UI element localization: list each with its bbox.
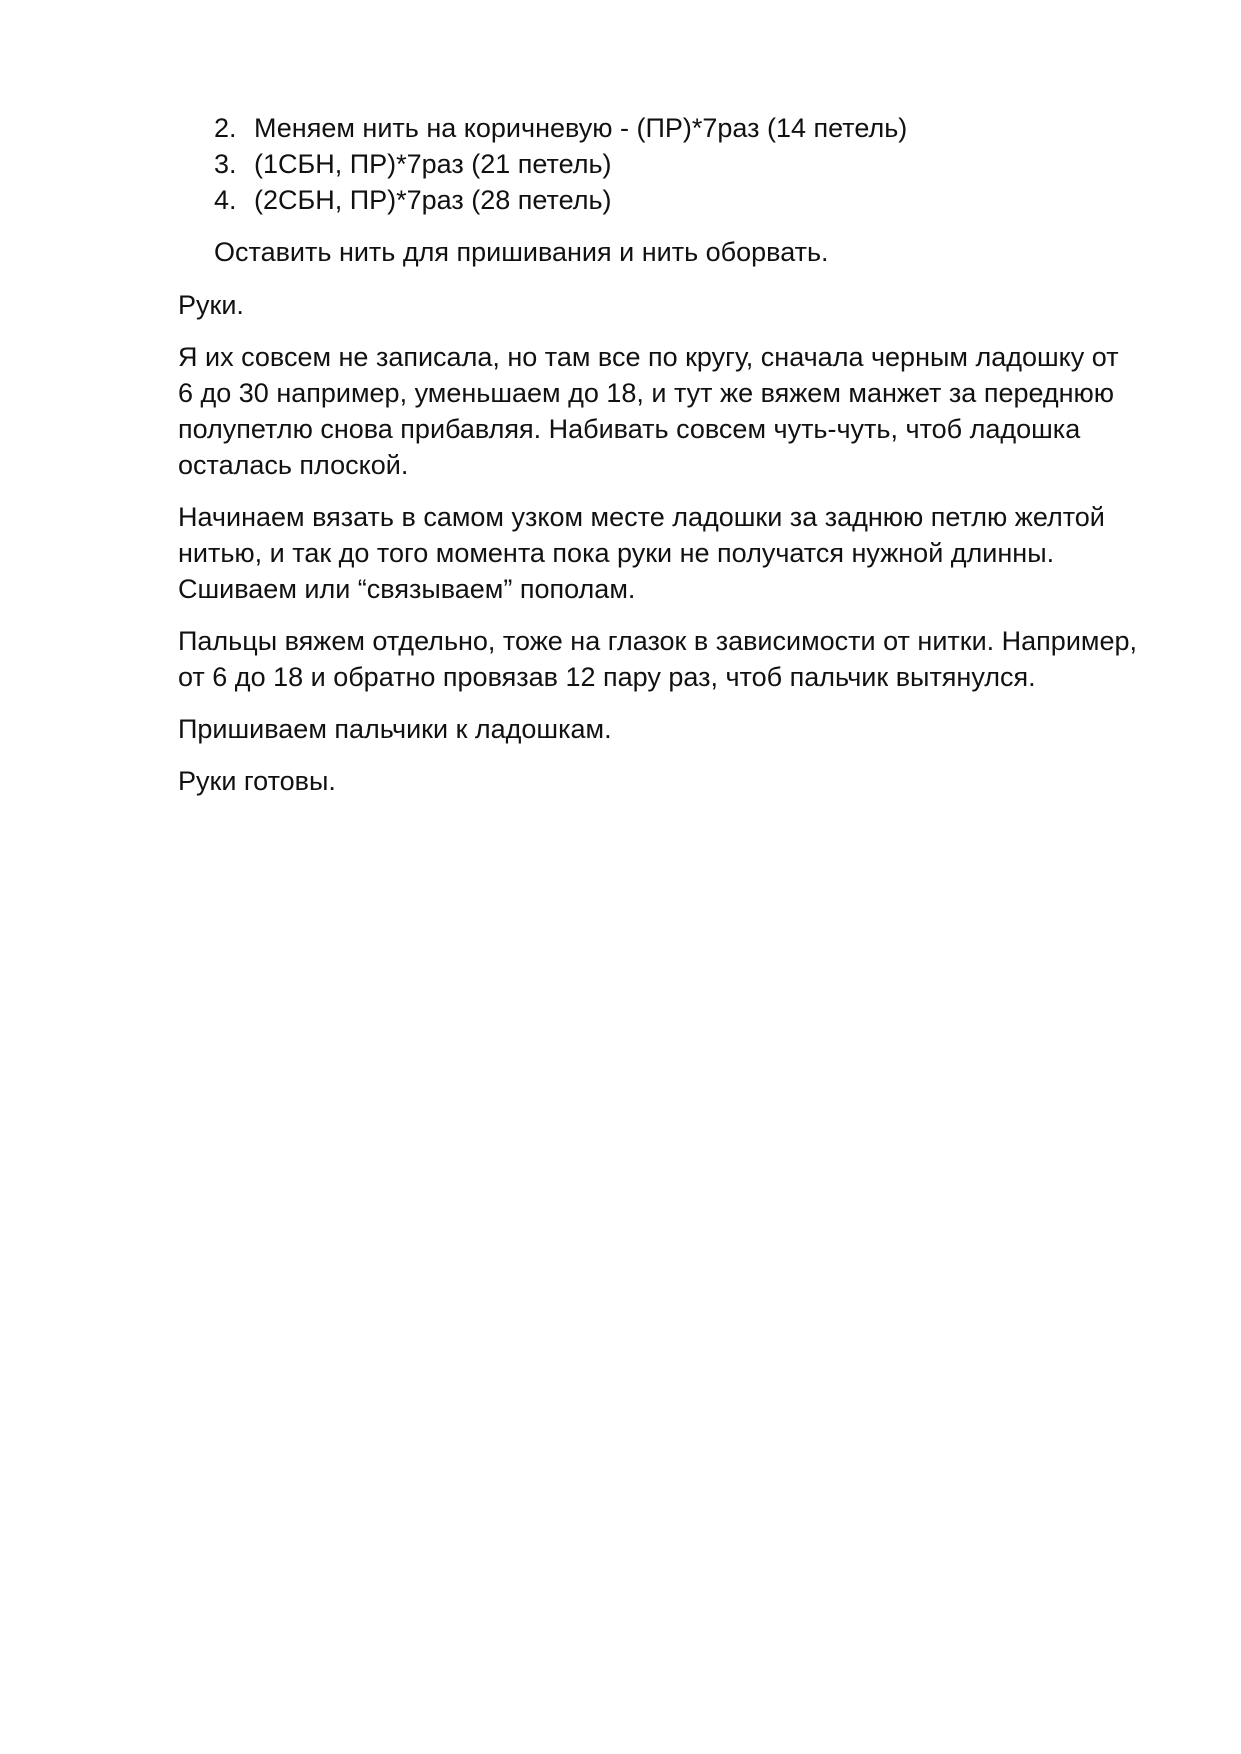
paragraph: Начинаем вязать в самом узком месте ладошки за заднюю петлю желтой нитью, и так до того момента пока руки не получатся нужной длинны. Сшиваем или “связываем” пополам. [178, 502, 1105, 604]
list-item [178, 146, 1138, 182]
list-item [178, 182, 1138, 218]
paragraph: Я их совсем не записала, но там все по кругу, сначала черным ладошку от 6 до 30 например, уменьшаем до 18, и тут же вяжем манжет за переднюю полупетлю снова прибавляя. Набивать совсем чуть-чуть, чтоб ладошка осталась плоской. [178, 342, 1119, 480]
list-item-text: (1СБН, ПР)*7раз (21 петель) [254, 149, 612, 179]
numbered-list [178, 110, 1138, 218]
list-note: Оставить нить для пришивания и нить оборвать. [214, 237, 829, 267]
section-heading: Руки. [178, 290, 244, 320]
list-item-number: 2. [214, 113, 237, 143]
paragraph: Пальцы вяжем отдельно, тоже на глазок в зависимости от нитки. Например, от 6 до 18 и обратно провязав 12 пару раз, чтоб пальчик вытянулся. [178, 626, 1138, 692]
document-content [178, 110, 1138, 799]
list-item-number: 3. [214, 149, 237, 179]
list-item-text: Меняем нить на коричневую - (ПР)*7раз (14 петель) [254, 113, 908, 143]
list-item [178, 110, 1138, 146]
paragraph: Руки готовы. [178, 766, 336, 796]
list-item-text: (2СБН, ПР)*7раз (28 петель) [254, 185, 612, 215]
list-item-number: 4. [214, 185, 237, 215]
paragraph: Пришиваем пальчики к ладошкам. [178, 714, 612, 744]
